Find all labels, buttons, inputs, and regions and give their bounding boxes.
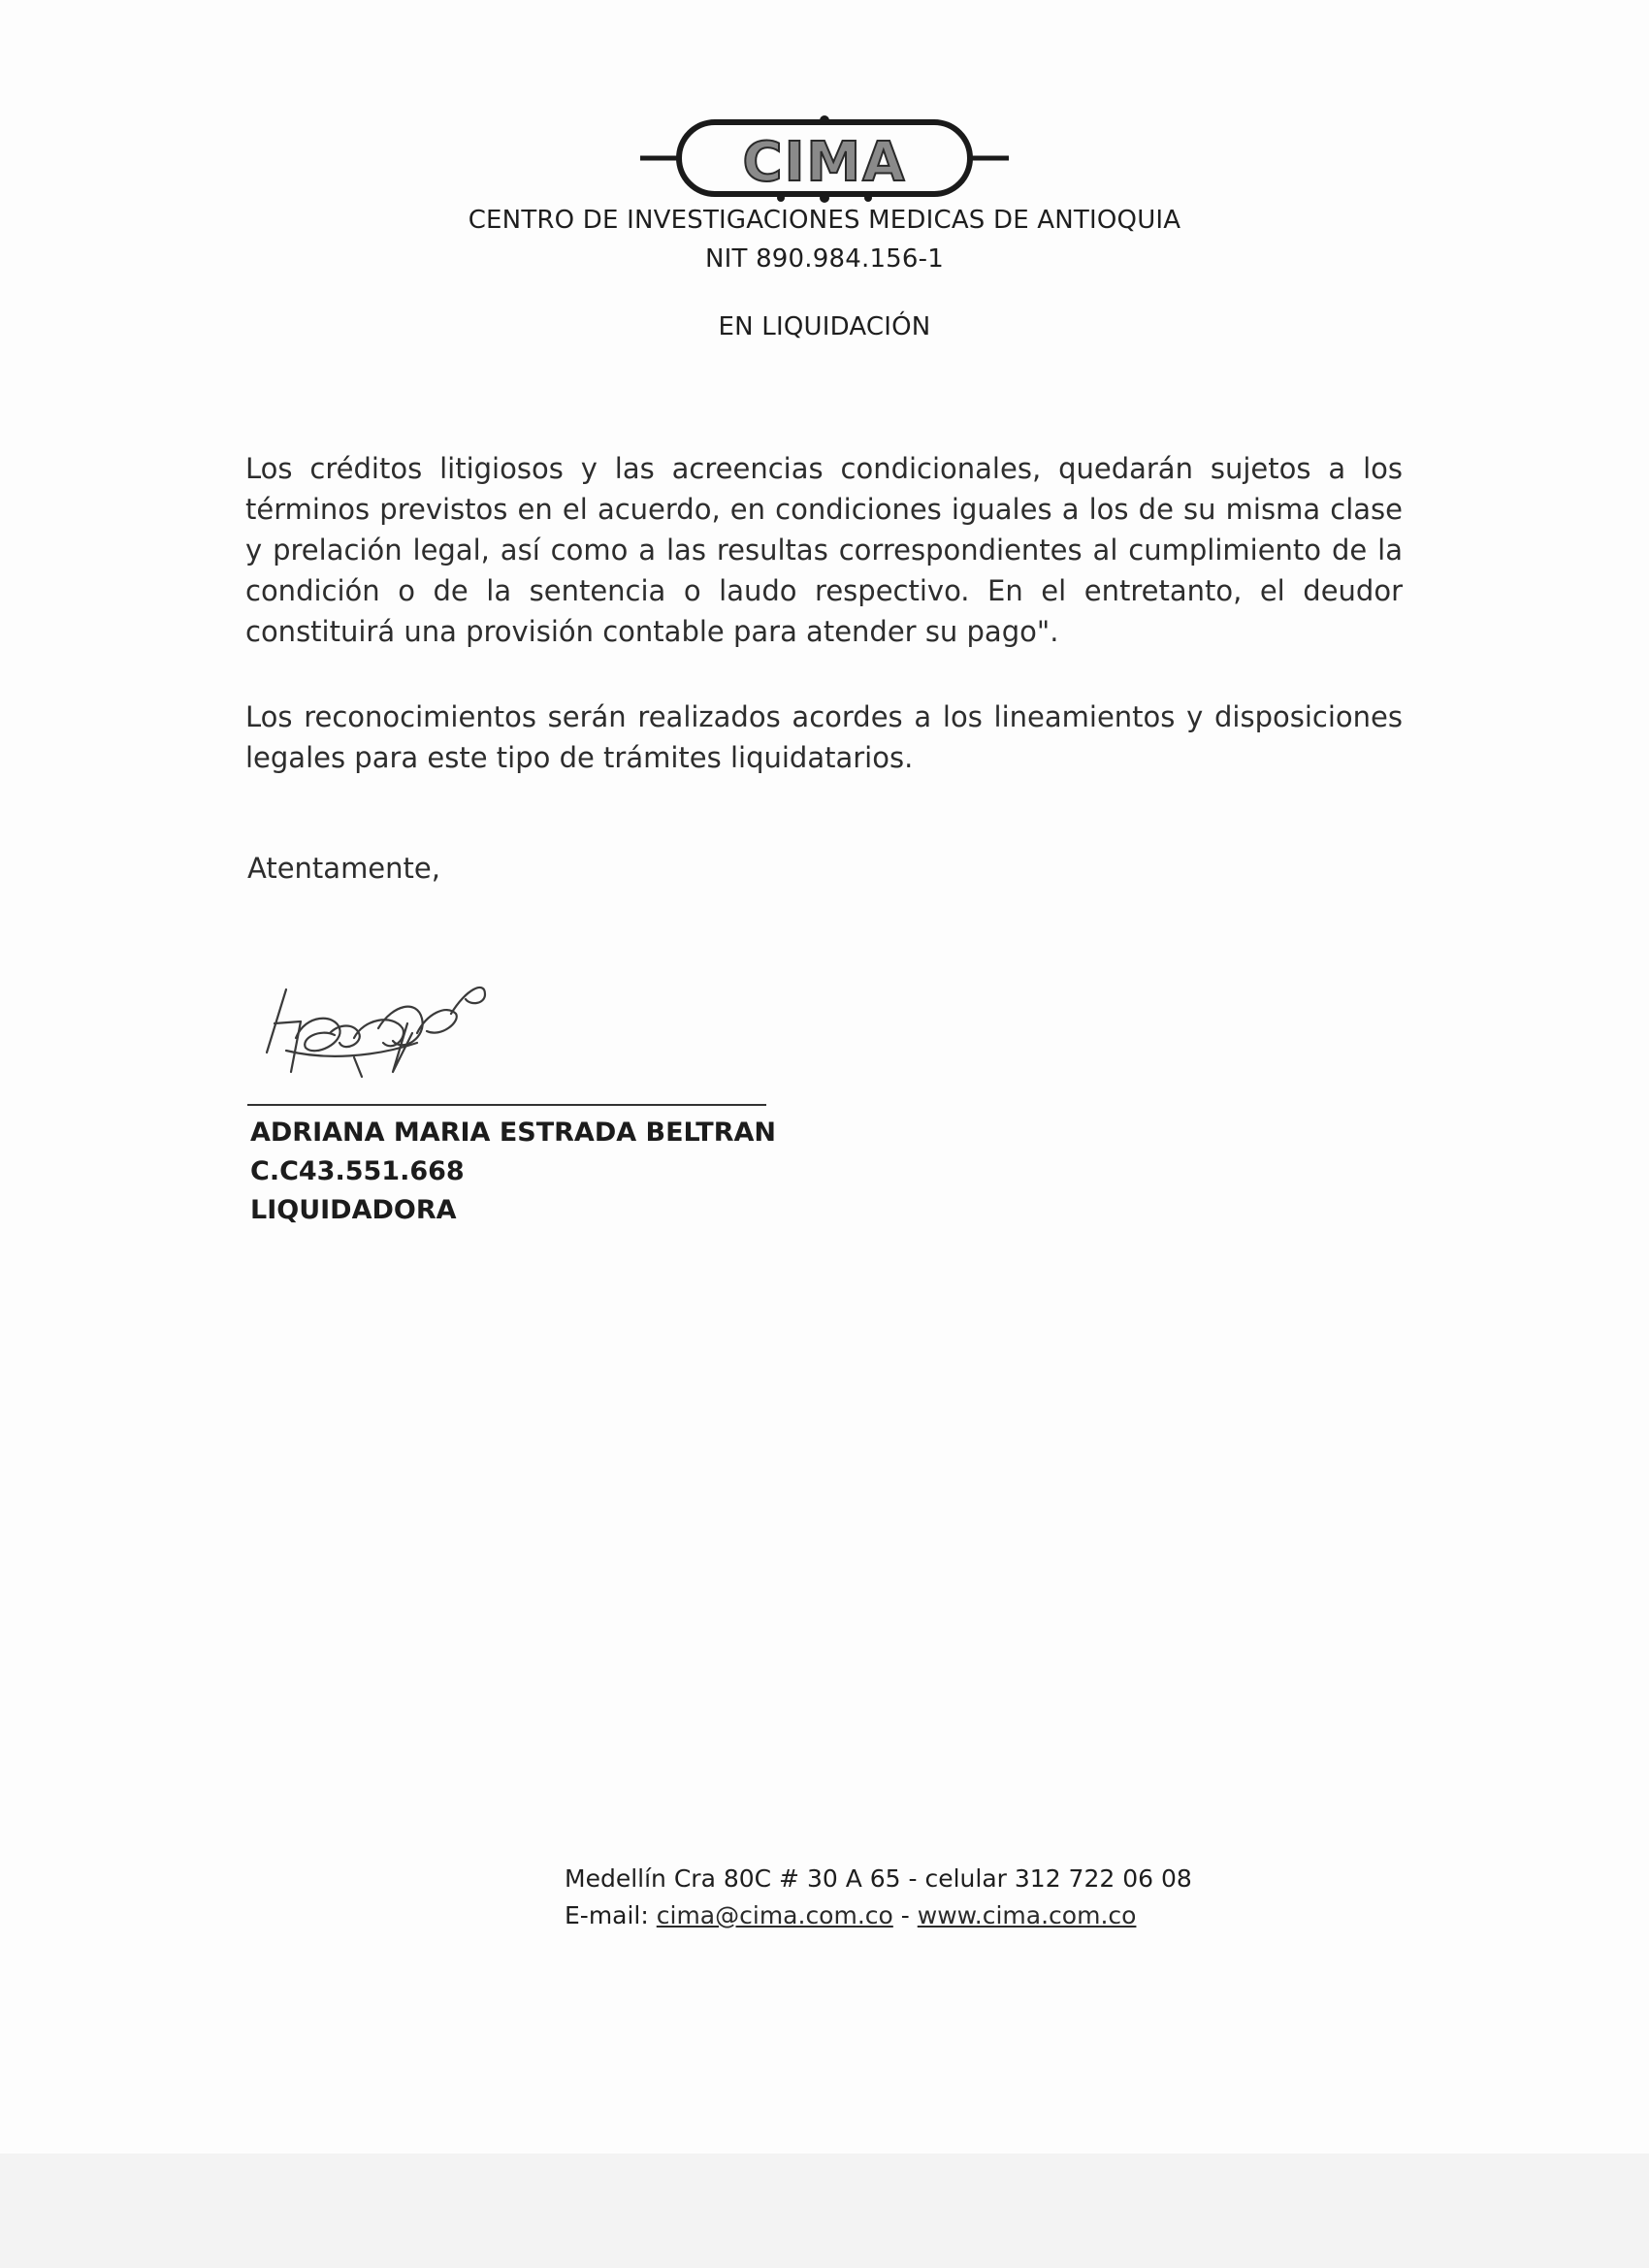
email-link[interactable]: cima@cima.com.co	[656, 1901, 893, 1929]
footer-separator: -	[892, 1901, 918, 1929]
signature-line	[247, 1104, 766, 1106]
organization-name: CENTRO DE INVESTIGACIONES MEDICAS DE ANTIOQUIA	[468, 206, 1181, 235]
signer-name: ADRIANA MARIA ESTRADA BELTRAN	[250, 1118, 776, 1148]
website-link[interactable]: www.cima.com.co	[917, 1901, 1137, 1929]
footer-contact	[565, 1901, 1136, 1929]
nit-number: NIT 890.984.156-1	[705, 244, 944, 274]
email-label: E-mail:	[565, 1901, 657, 1929]
signer-role: LIQUIDADORA	[250, 1195, 457, 1225]
signer-id: C.C43.551.668	[250, 1156, 465, 1186]
logo-text: CIMA	[742, 131, 907, 194]
liquidation-status: EN LIQUIDACIÓN	[718, 312, 931, 341]
scan-bottom-band	[0, 2154, 1649, 2268]
footer-address: Medellín Cra 80C # 30 A 65 - celular 312 722 06 08	[565, 1864, 1192, 1893]
closing-salutation: Atentamente,	[247, 852, 440, 885]
handwritten-signature	[247, 946, 500, 1082]
body-paragraph-2: Los reconocimientos serán realizados acordes a los lineamientos y disposiciones legales para este tipo de trámites liquidatarios.	[245, 700, 1403, 774]
cima-logo	[640, 114, 1009, 211]
body-paragraph-1: Los créditos litigiosos y las acreencias condicionales, quedarán sujetos a los términos previstos en el acuerdo, en condiciones iguales a los de su misma clase y prelación legal, así como a las resultas correspondientes al cumplimiento de la condición o de la sentencia o laudo respectivo. En el entretanto, el deudor constituirá una provisión contable para atender su pago".	[245, 452, 1403, 648]
